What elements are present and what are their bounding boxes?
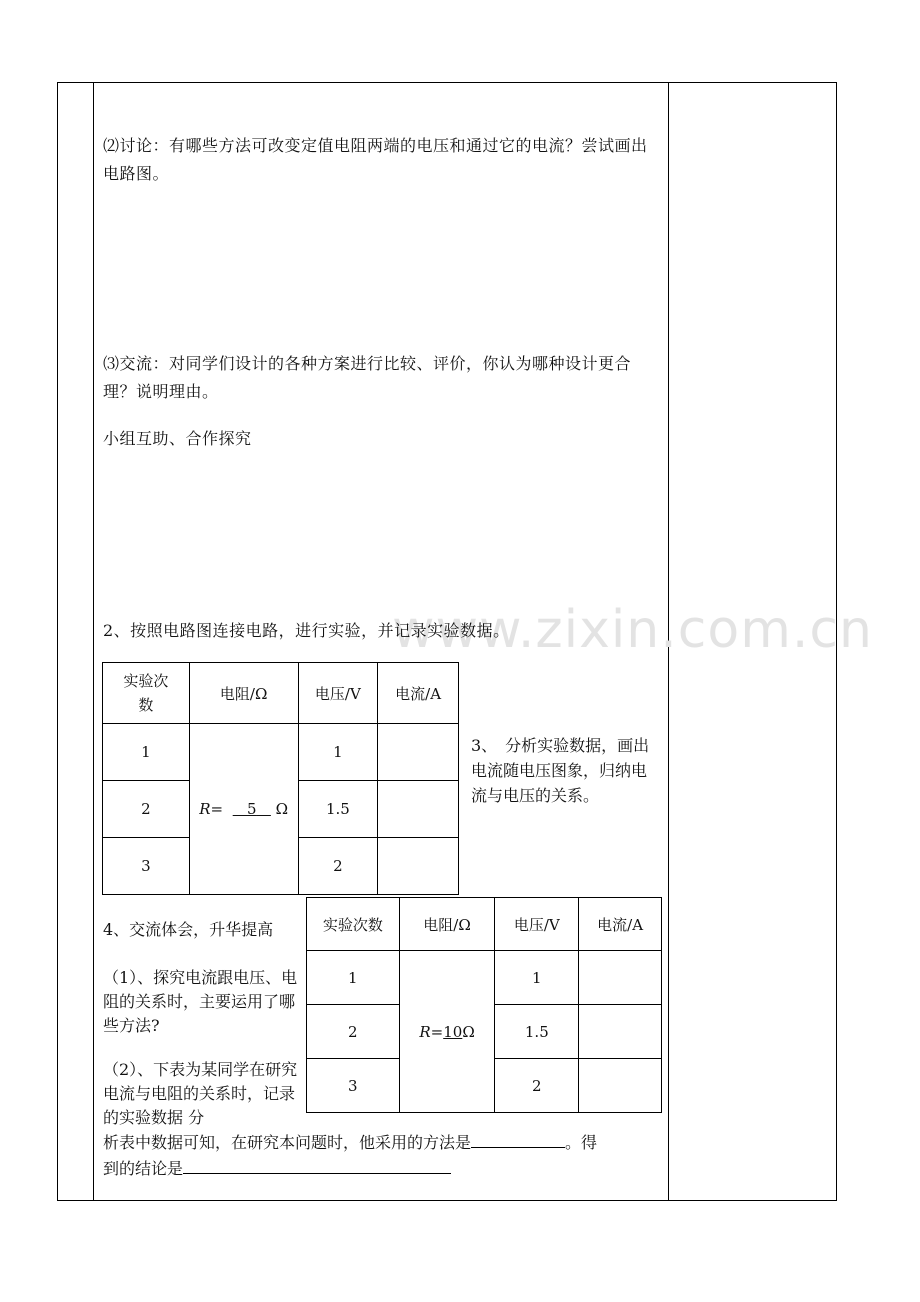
question-1: （1）、探究电流跟电压、电阻的关系时，主要运用了哪些方法? — [103, 968, 298, 1035]
experiment-table-2 — [306, 897, 662, 1113]
resistance-value: 10 — [443, 1022, 463, 1041]
table-header-row — [307, 898, 662, 951]
step3-instruction: 3、 分析实验数据，画出电流随电压图象，归纳电流与电压的关系。 — [471, 736, 650, 805]
current-cell[interactable] — [378, 781, 459, 838]
voltage-cell: 2 — [495, 1059, 579, 1113]
conclusion-prompt: 到的结论是 — [103, 1159, 184, 1178]
current-cell[interactable] — [378, 838, 459, 895]
method-blank[interactable] — [471, 1133, 565, 1148]
frame-top-border — [57, 82, 837, 83]
resistance-cell — [189, 724, 298, 895]
exchange-question: ⑶交流：对同学们设计的各种方案进行比较、评价，你认为哪种设计更合理？说明理由。 — [103, 354, 632, 401]
voltage-cell: 1.5 — [298, 781, 378, 838]
header-resistance: 电阻/Ω — [189, 663, 298, 724]
table-row — [103, 724, 459, 781]
experiment-table-1 — [102, 662, 459, 895]
resistance-label: R= — [199, 800, 224, 818]
resistance-label: R= — [419, 1022, 444, 1041]
current-cell[interactable] — [579, 951, 662, 1005]
resistance-unit: Ω — [462, 1022, 475, 1041]
current-cell[interactable] — [579, 1059, 662, 1113]
current-cell[interactable] — [378, 724, 459, 781]
voltage-cell: 1.5 — [495, 1005, 579, 1059]
watermark: www.zixin.com.cn — [392, 600, 873, 660]
method-suffix: 。得 — [565, 1133, 598, 1152]
trial-cell: 2 — [103, 781, 190, 838]
header-voltage: 电压/V — [495, 898, 579, 951]
header-current: 电流/A — [579, 898, 662, 951]
voltage-cell: 2 — [298, 838, 378, 895]
current-cell[interactable] — [579, 1005, 662, 1059]
method-prompt: 析表中数据可知，在研究本问题时，他采用的方法是 — [103, 1133, 472, 1152]
frame-left-border — [57, 82, 58, 1201]
trial-cell: 3 — [103, 838, 190, 895]
voltage-cell: 1 — [298, 724, 378, 781]
frame-column-divider-1 — [93, 82, 94, 1201]
voltage-cell: 1 — [495, 951, 579, 1005]
conclusion-blank[interactable] — [183, 1159, 451, 1174]
resistance-cell — [399, 951, 495, 1113]
table-header-row — [103, 663, 459, 724]
group-work-heading: 小组互助、合作探究 — [103, 429, 252, 448]
discussion-question: ⑵讨论：有哪些方法可改变定值电阻两端的电压和通过它的电流？尝试画出电路图。 — [103, 136, 648, 183]
trial-cell: 1 — [307, 951, 400, 1005]
step4-heading: 4、交流体会，升华提高 — [103, 920, 274, 939]
step2-instruction: 2、按照电路图连接电路，进行实验，并记录实验数据。 — [103, 621, 510, 640]
header-trial: 实验次数 — [103, 663, 190, 724]
trial-cell: 1 — [103, 724, 190, 781]
resistance-unit: Ω — [275, 800, 289, 818]
conclusion-line-1 — [103, 1131, 663, 1155]
header-current: 电流/A — [378, 663, 459, 724]
header-trial: 实验次数 — [307, 898, 400, 951]
question-2: （2）、下表为某同学在研究电流与电阻的关系时，记录的实验数据 分 — [103, 1060, 298, 1127]
trial-cell: 2 — [307, 1005, 400, 1059]
table-row — [307, 951, 662, 1005]
header-voltage: 电压/V — [298, 663, 378, 724]
conclusion-line-2 — [103, 1157, 663, 1181]
frame-bottom-border — [57, 1200, 837, 1201]
trial-cell: 3 — [307, 1059, 400, 1113]
header-resistance: 电阻/Ω — [399, 898, 495, 951]
resistance-value: 5 — [247, 800, 257, 818]
